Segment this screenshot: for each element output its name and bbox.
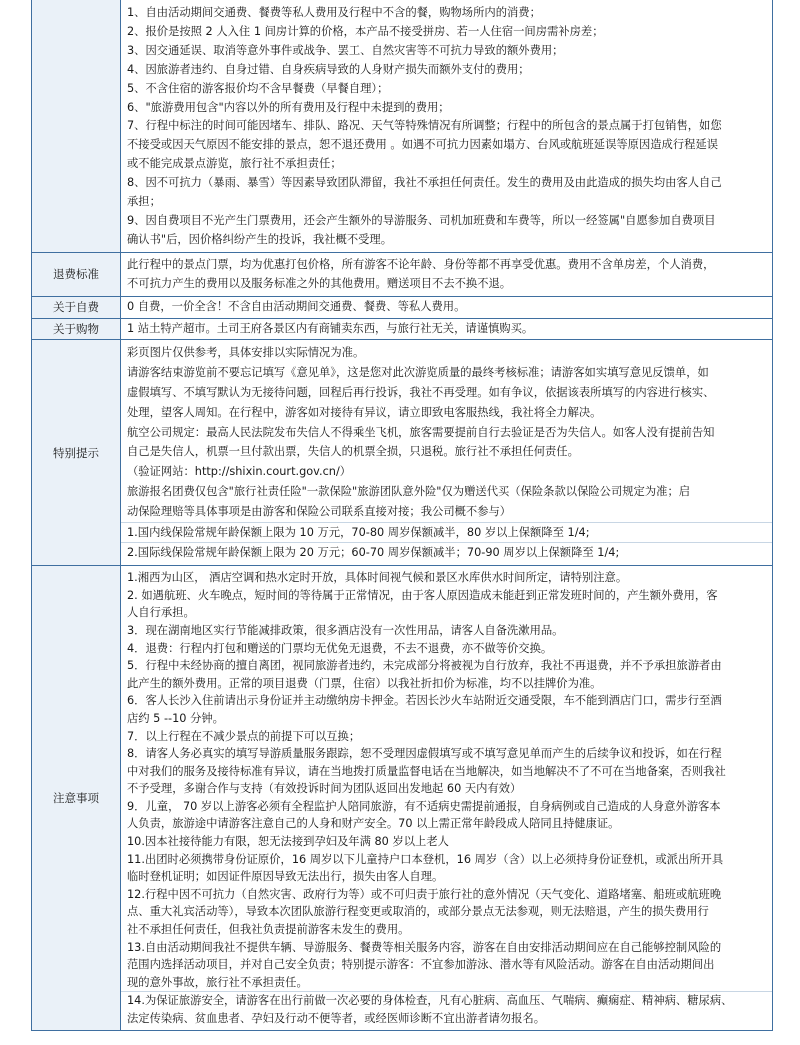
refund-content [121,252,773,296]
text-line: 1、自由活动期间交通费、餐费等私人费用及行程中不含的餐，购物场所内的消费； [127,6,541,19]
notes-row [32,566,773,1030]
text-line: 处理，望客人周知。在行程中，游客如对接待有异议，请立即致电客服热线，我社将全力解决。 [127,405,602,419]
text-line: 彩页图片仅供参考，具体安排以实际情况为准。 [127,346,365,360]
text-line: 2.国际线保险常规年龄保额上限为 20 万元；60-70 周岁保额减半；70-90 周岁以上保额降至 1/4; [121,542,772,563]
text-line: 11.出团时必须携带身份证原价，16 周岁以下儿童持户口本登机，16 周岁（含）以上必须持身份证登机，或派出所开具 [127,852,724,866]
refund-label: 退费标准 [32,252,121,296]
text-line: 临时登机证明；如因证件原因导致无法出行，损失由客人自理。 [127,870,444,884]
text-line: 5．行程中未经协商的擅自离团，视同旅游者违约，未完成部分将被视为自行放弃，我社不再退费，并不予承担旅游者由 [127,659,722,673]
text-line: 虚假填写、不填写默认为无接待问题，回程后再行投诉，我社不再受理。如有争议，依据该表所填写的内容进行核实、 [127,386,715,399]
text-line: 5、不含住宿的游客报价均不含早餐费（早餐自理）； [127,81,389,95]
text-line: 0 自费，一价全含！不含自由活动期间交通费、餐费、等私人费用。 [127,299,466,313]
text-line: 人自行承担。 [127,606,195,620]
text-line: 店约 5 --10 分钟。 [127,711,224,725]
shopping-row [32,318,773,340]
text-line: 2. 如遇航班、火车晚点，短时间的等待属于正常情况，由于客人原因造成未能赶到正常发班时间的，产生额外费用，客 [127,588,718,602]
fee-exclusions-row [32,0,773,252]
text-line: 7、行程中标注的时间可能因堵车、排队、路况、天气等特殊情况有所调整；行程中的所包含的景点属于打包销售，如您 [127,119,722,133]
text-line: 6、"旅游费用包含"内容以外的所有费用及行程中未提到的费用； [127,100,450,114]
text-line: 或不能完成景点游览，旅行社不承担责任； [127,157,342,171]
text-line: 1.国内线保险常规年龄保额上限为 10 万元，70-80 周岁保额减半，80 岁以上保额降至 1/4; [121,522,772,543]
text-line: 7．以上行程在不减少景点的前提下可以互换； [127,729,361,743]
text-line: 3．现在湖南地区实行节能减排政策，很多酒店没有一次性用品，请客人自备洗漱用品。 [127,623,564,637]
text-line: 范围内选择活动项目，并对自己安全负责；特别提示游客：不宜参加游泳、潜水等有风险活动。游客在自由活动期间出 [127,958,715,972]
text-line: 点、重大礼宾活动等），导致本次团队旅游行程变更或取消的，或部分景点无法参观，则无法赔退，产生的损失费用行 [127,905,709,919]
text-line: 9．儿童， 70 岁以上游客必须有全程监护人陪同旅游，有不适病史需提前通报，自身病例或自己造成的人身意外游客本 [127,799,721,813]
text-line: 此产生的额外费用。正常的项目退费（门票，住宿）以我社折扣价为标准，均不以挂牌价为准。 [127,676,602,690]
special-content [121,340,773,566]
itinerary-terms-table [31,0,773,1031]
text-line: 请游客结束游览前不要忘记填写《意见单》，这是您对此次游览质量的最终考核标准；请游客如实填写意见反馈单，如 [127,366,709,380]
special-row [32,340,773,566]
text-line: 14.为保证旅游安全，请游客在出行前做一次必要的身体检查，凡有心脏病、高血压、气喘病、癫痫症、精神病、糖尿病、 [121,991,772,1010]
text-line: 此行程中的景点门票，均为优惠打包价格，所有游客不论年龄、身份等都不再享受优惠。费用不含单房差，个人消费， [127,257,715,271]
text-line: 6．客人长沙入住前请出示身份证并主动缴纳房卡押金。若因长沙火车站附近交通受限，车不能到酒店门口，需步行至酒 [127,694,722,708]
special-label: 特别提示 [32,340,121,566]
text-line: 旅游报名团费仅包含"旅行社责任险"一款保险"旅游团队意外险"仅为赠送代买（保险条款以保险公司规定为准；启 [127,484,691,498]
shopping-content [121,318,773,340]
text-line: 自己是失信人，机票一旦付款出票，失信人的机票全损，只退税。旅行社不承担任何责任。 [127,445,579,459]
text-line: 4、因旅游者违约、自身过错、自身疾病导致的人身财产损失而额外支付的费用； [127,62,530,76]
refund-row [32,252,773,296]
text-line: 确认书"后，因价格纠纷产生的投诉，我社概不受理。 [127,232,393,246]
self-pay-content [121,296,773,318]
text-line: 不可抗力产生的费用以及服务标准之外的其他费用。赠送项目不去不换不退。 [127,276,512,290]
text-line: 社不承担任何责任，但我社负责提前游客未发生的费用。 [127,923,410,937]
text-line: 现的意外事故，旅行社不承担责任。 [127,975,308,989]
text-line: 承担； [127,195,161,209]
text-line: 9、因自费项目不光产生门票费用，还会产生额外的导游服务、司机加班费和车费等，所以一经签属"自愿参加自费项目 [127,213,716,227]
self-pay-label: 关于自费 [32,296,121,318]
text-line: 8．请客人务必真实的填写导游质量服务跟踪，恕不受理因虚假填写或不填写意见单而产生的后续争议和投诉，如在行程 [127,747,722,761]
text-line: 12.行程中因不可抗力（自然灾害、政府行为等）或不可归责于旅行社的意外情况（天气变化、道路堵塞、船班或航班晚 [127,887,722,901]
notes-content [121,566,773,1030]
text-line: 10.因本社接待能力有限，恕无法接到孕妇及年满 80 岁以上老人 [127,835,449,849]
text-line: 13.自由活动期间我社不提供车辆、导游服务、餐费等相关服务内容，游客在自由安排活动期间应在自己能够控制风险的 [127,940,722,954]
text-line: 航空公司规定：最高人民法院发布失信人不得乘坐飞机，旅客需要提前自行去验证是否为失信人。如客人没有提前告知 [127,425,715,439]
text-line: 4．退费：行程内打包和赠送的门票均无优免无退费，不去不退费，亦不做等价交换。 [127,641,553,655]
fee-exclusions-label [32,0,121,252]
fee-exclusions-content [121,0,773,252]
text-line: 1.湘西为山区， 酒店空调和热水定时开放，具体时间视气候和景区水库供水时间所定，请特别注意。 [127,571,628,585]
text-line: 不予受理，多谢合作与支持（有效投诉时间为团队返回出发地起 60 天内有效） [127,782,522,796]
text-line: 中对我们的服务及接待标准有异议，请在当地拨打质量监督电话在当地解决，如当地解决不了不可在当地备案，否则我社 [127,764,726,778]
text-line: 动保险理赔等具体事项是由游客和保险公司联系直接对接；我公司概不参与） [127,504,512,518]
text-line: 3、因交通延误、取消等意外事件或战争、罢工、自然灾害等不可抗力导致的额外费用； [127,43,564,57]
text-line: 不接受或因天气原因不能安排的景点，恕不退还费用 。如遇不可抗力因素如塌方、台风或航班延误等原因造成行程延误 [127,138,719,152]
self-pay-row [32,296,773,318]
verification-link[interactable]: （验证网站：http://shixin.court.gov.cn/） [127,465,352,479]
text-line: 1 站土特产超市。土司王府各景区内有商铺卖东西，与旅行社无关，请谨慎购买。 [127,321,534,335]
notes-label: 注意事项 [32,566,121,1030]
text-line: 2、报价是按照 2 人入住 1 间房计算的价格，本产品不接受拼房、若一人住宿一间房需补房差； [127,24,604,38]
text-line: 人负责，旅游途中请游客注意自己的人身和财产安全。70 以上需正常年龄段成人陪同且持健康证。 [127,817,620,831]
shopping-label: 关于购物 [32,318,121,340]
text-line: 法定传染病、贫血患者、孕妇及行动不便等者，或经医师诊断不宜出游者请勿报名。 [127,1012,545,1026]
text-line: 8、因不可抗力（暴雨、暴雪）等因素导致团队滞留，我社不承担任何责任。发生的费用及由此造成的损失均由客人自己 [127,176,722,190]
